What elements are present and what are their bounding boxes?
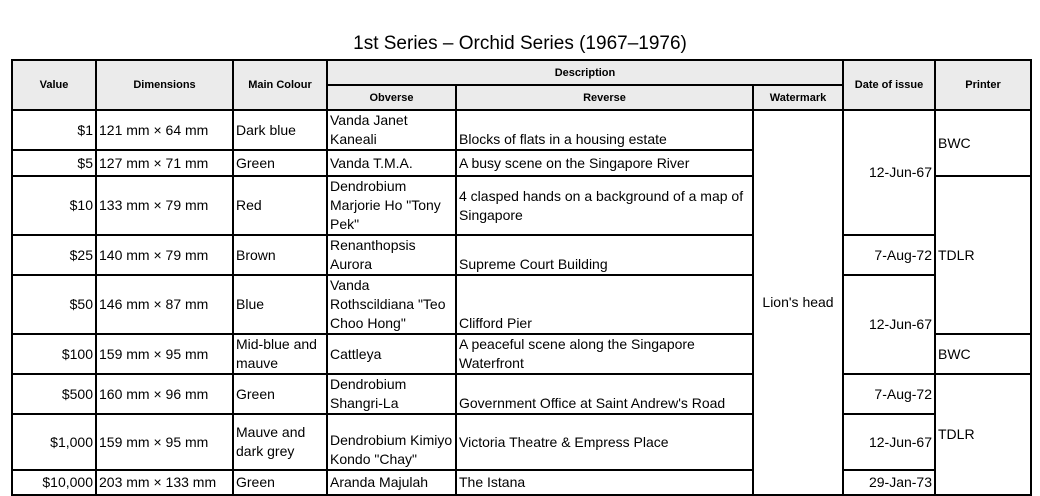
obverse-cell: Dendrobium Kimiyo Kondo "Chay" xyxy=(327,414,456,470)
obverse-cell: Vanda Janet Kaneali xyxy=(327,110,456,150)
table-title: 1st Series – Orchid Series (1967–1976) xyxy=(353,33,687,54)
reverse-cell: A peaceful scene along the Singapore Waterfront xyxy=(456,334,753,374)
header-dimensions: Dimensions xyxy=(96,60,233,110)
date-cell: 12-Jun-67 xyxy=(843,414,935,470)
dimensions-cell: 146 mm × 87 mm xyxy=(96,275,233,334)
printer-cell: TDLR xyxy=(935,176,1031,334)
header-printer: Printer xyxy=(935,60,1031,110)
printer-cell: BWC xyxy=(935,110,1031,176)
colour-cell: Green xyxy=(233,470,327,495)
obverse-cell: Dendrobium Marjorie Ho "Tony Pek" xyxy=(327,176,456,235)
header-obverse: Obverse xyxy=(327,85,456,110)
obverse-cell: Vanda Rothscildiana "Teo Choo Hong" xyxy=(327,275,456,334)
reverse-cell: 4 clasped hands on a background of a map of Singapore xyxy=(456,176,753,235)
value-cell: $5 xyxy=(12,150,96,176)
dimensions-cell: 121 mm × 64 mm xyxy=(96,110,233,150)
obverse-cell: Renanthopsis Aurora xyxy=(327,235,456,275)
value-cell: $500 xyxy=(12,374,96,414)
value-cell: $50 xyxy=(12,275,96,334)
watermark-cell: Lion's head xyxy=(753,110,843,495)
value-cell: $10,000 xyxy=(12,470,96,495)
header-main-colour: Main Colour xyxy=(233,60,327,110)
dimensions-cell: 140 mm × 79 mm xyxy=(96,235,233,275)
value-cell: $1,000 xyxy=(12,414,96,470)
obverse-cell: Cattleya xyxy=(327,334,456,374)
obverse-cell: Vanda T.M.A. xyxy=(327,150,456,176)
dimensions-cell: 203 mm × 133 mm xyxy=(96,470,233,495)
header-reverse: Reverse xyxy=(456,85,753,110)
colour-cell: Dark blue xyxy=(233,110,327,150)
table-row xyxy=(12,470,1031,495)
date-cell: 12-Jun-67 xyxy=(843,110,935,235)
value-cell: $10 xyxy=(12,176,96,235)
obverse-cell: Dendrobium Shangri-La xyxy=(327,374,456,414)
value-cell: $100 xyxy=(12,334,96,374)
table-row xyxy=(12,374,1031,414)
reverse-cell: Supreme Court Building xyxy=(456,235,753,275)
date-cell: 29-Jan-73 xyxy=(843,470,935,495)
header-date-of-issue: Date of issue xyxy=(843,60,935,110)
obverse-cell: Aranda Majulah xyxy=(327,470,456,495)
banknote-table xyxy=(11,59,1032,496)
value-cell: $1 xyxy=(12,110,96,150)
colour-cell: Green xyxy=(233,374,327,414)
date-cell: 7-Aug-72 xyxy=(843,235,935,275)
dimensions-cell: 159 mm × 95 mm xyxy=(96,334,233,374)
reverse-cell: Government Office at Saint Andrew's Road xyxy=(456,374,753,414)
header-watermark: Watermark xyxy=(753,85,843,110)
colour-cell: Red xyxy=(233,176,327,235)
colour-cell: Mauve and dark grey xyxy=(233,414,327,470)
reverse-cell: Victoria Theatre & Empress Place xyxy=(456,414,753,470)
colour-cell: Brown xyxy=(233,235,327,275)
table-row xyxy=(12,414,1031,470)
table-row xyxy=(12,235,1031,275)
reverse-cell: The Istana xyxy=(456,470,753,495)
colour-cell: Blue xyxy=(233,275,327,334)
value-cell: $25 xyxy=(12,235,96,275)
printer-cell: BWC xyxy=(935,334,1031,374)
header-description: Description xyxy=(327,60,843,85)
reverse-cell: Clifford Pier xyxy=(456,275,753,334)
printer-cell: TDLR xyxy=(935,374,1031,495)
dimensions-cell: 133 mm × 79 mm xyxy=(96,176,233,235)
dimensions-cell: 159 mm × 95 mm xyxy=(96,414,233,470)
colour-cell: Green xyxy=(233,150,327,176)
reverse-cell: Blocks of flats in a housing estate xyxy=(456,110,753,150)
table-row xyxy=(12,275,1031,334)
table-row xyxy=(12,110,1031,150)
dimensions-cell: 127 mm × 71 mm xyxy=(96,150,233,176)
colour-cell: Mid-blue and mauve xyxy=(233,334,327,374)
date-cell: 12-Jun-67 xyxy=(843,275,935,374)
reverse-cell: A busy scene on the Singapore River xyxy=(456,150,753,176)
date-cell: 7-Aug-72 xyxy=(843,374,935,414)
dimensions-cell: 160 mm × 96 mm xyxy=(96,374,233,414)
header-value: Value xyxy=(12,60,96,110)
